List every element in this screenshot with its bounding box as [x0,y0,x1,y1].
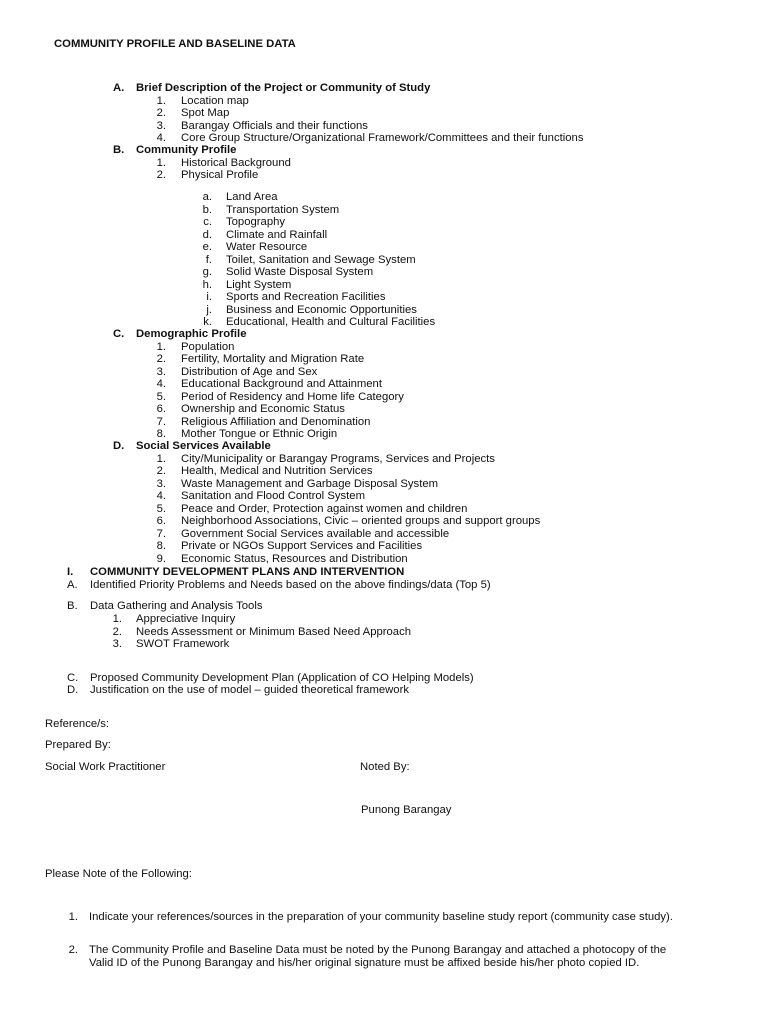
item-text: Sports and Recreation Facilities [226,291,386,303]
note-number: 1. [68,911,78,923]
item-text: Historical Background [181,156,291,169]
practitioner-label: Social Work Practitioner [45,761,166,773]
item-number: 8. [156,540,166,552]
item-number: 5. [156,390,166,403]
part1-c-text: Proposed Community Development Plan (Application of CO Helping Models) [90,672,474,684]
item-text: Climate and Rainfall [226,228,328,241]
references-label: Reference/s: [45,718,110,730]
item-text: Religious Affiliation and Denomination [181,415,371,428]
item-text: Physical Profile [181,169,259,181]
item-text: Brief Description of the Project or Community of Study [136,82,431,94]
item-number: h. [202,278,212,291]
item-text: Distribution of Age and Sex [181,365,318,378]
item-number: D. [113,440,125,452]
item-number: 3. [156,477,166,490]
item-text: Educational, Health and Cultural Facilities [226,316,436,328]
item-text: Light System [226,278,292,291]
item-text: Transportation System [226,203,340,216]
item-number: 3. [112,638,122,650]
item-text: Toilet, Sanitation and Sewage System [226,253,416,266]
item-number: 5. [156,502,166,515]
item-number: 7. [156,415,166,428]
item-text: Demographic Profile [136,328,247,340]
item-text: Business and Economic Opportunities [226,303,417,316]
noted-by-label: Noted By: [360,761,410,773]
item-number: 6. [156,515,166,527]
item-number: 4. [156,490,166,502]
part1-numeral: I. [67,566,74,578]
note-number: 2. [68,944,78,956]
item-number: 2. [112,625,122,638]
item-number: j. [206,303,212,316]
note-text: Indicate your references/sources in the preparation of your community baseline study report (community case study). [89,911,673,923]
item-number: 9. [156,552,166,565]
item-text: Population [181,340,235,353]
item-number: d. [202,228,212,241]
item-number: 4. [156,378,166,390]
item-text: Waste Management and Garbage Disposal System [181,477,439,490]
item-text: SWOT Framework [136,638,230,650]
item-text: Educational Background and Attainment [181,378,382,390]
item-number: 3. [156,119,166,132]
item-number: a. [202,191,212,203]
item-text: Ownership and Economic Status [181,403,345,415]
item-number: 2. [156,465,166,477]
item-number: 4. [156,132,166,144]
item-text: Barangay Officials and their functions [181,119,368,132]
item-number: 7. [156,527,166,540]
note-heading: Please Note of the Following: [45,868,192,880]
item-number: 2. [156,353,166,365]
item-text: Location map [181,94,249,107]
document-title: COMMUNITY PROFILE AND BASELINE DATA [54,38,296,50]
item-text: Health, Medical and Nutrition Services [181,465,373,477]
item-text: Solid Waste Disposal System [226,266,374,278]
item-text: City/Municipality or Barangay Programs, Services and Projects [181,452,495,465]
item-number: 1. [156,340,166,353]
item-text: Period of Residency and Home life Category [181,390,404,403]
item-number: 2. [156,169,166,181]
part1-c-letter: C. [67,672,79,684]
part1-a-text: Identified Priority Problems and Needs based on the above findings/data (Top 5) [90,579,491,591]
item-number: i. [206,291,212,303]
part1-a-letter: A. [67,579,78,591]
item-number: 6. [156,403,166,415]
item-number: k. [203,316,212,328]
item-text: Peace and Order, Protection against women and children [181,502,468,515]
item-number: 1. [156,156,166,169]
item-text: Community Profile [136,144,237,156]
item-text: Private or NGOs Support Services and Facilities [181,540,423,552]
item-text: Appreciative Inquiry [136,613,236,625]
item-number: e. [202,241,212,253]
item-text: Sanitation and Flood Control System [181,490,365,502]
item-text: Needs Assessment or Minimum Based Need Approach [136,625,412,638]
item-text: Social Services Available [136,440,271,452]
item-text: Spot Map [181,107,230,119]
item-number: 1. [156,94,166,107]
item-text: Mother Tongue or Ethnic Origin [181,428,338,440]
item-text: Topography [226,216,286,228]
part1-b-letter: B. [67,600,78,612]
item-text: Neighborhood Associations, Civic – oriented groups and support groups [181,515,541,527]
prepared-by-label: Prepared By: [45,739,111,751]
item-number: b. [202,203,212,216]
item-number: A. [113,82,125,94]
item-text: Government Social Services available and accessible [181,527,450,540]
punong-barangay-label: Punong Barangay [361,804,452,816]
item-text: Water Resource [226,241,308,253]
note-text: The Community Profile and Baseline Data must be noted by the Punong Barangay and attached a photocopy of the Valid ID of the Punong Barangay and his/her original signature must be affixed beside his/her photo copied ID. [89,944,667,969]
item-number: 1. [156,452,166,465]
item-number: 8. [156,428,166,440]
part1-heading: COMMUNITY DEVELOPMENT PLANS AND INTERVENTION [90,566,405,578]
item-number: c. [203,216,212,228]
item-number: 3. [156,365,166,378]
item-text: Economic Status, Resources and Distribution [181,552,408,565]
item-number: g. [202,266,212,278]
item-number: 1. [112,613,122,625]
item-number: C. [113,328,125,340]
part1-b-text: Data Gathering and Analysis Tools [90,600,263,612]
item-number: f. [205,253,212,266]
part1-d-text: Justification on the use of model – guided theoretical framework [90,684,409,696]
item-number: 2. [156,107,166,119]
part1-d-letter: D. [67,684,79,696]
item-text: Fertility, Mortality and Migration Rate [181,353,365,365]
item-text: Core Group Structure/Organizational Framework/Committees and their functions [181,132,584,144]
item-text: Land Area [226,191,278,203]
item-number: B. [113,144,125,156]
